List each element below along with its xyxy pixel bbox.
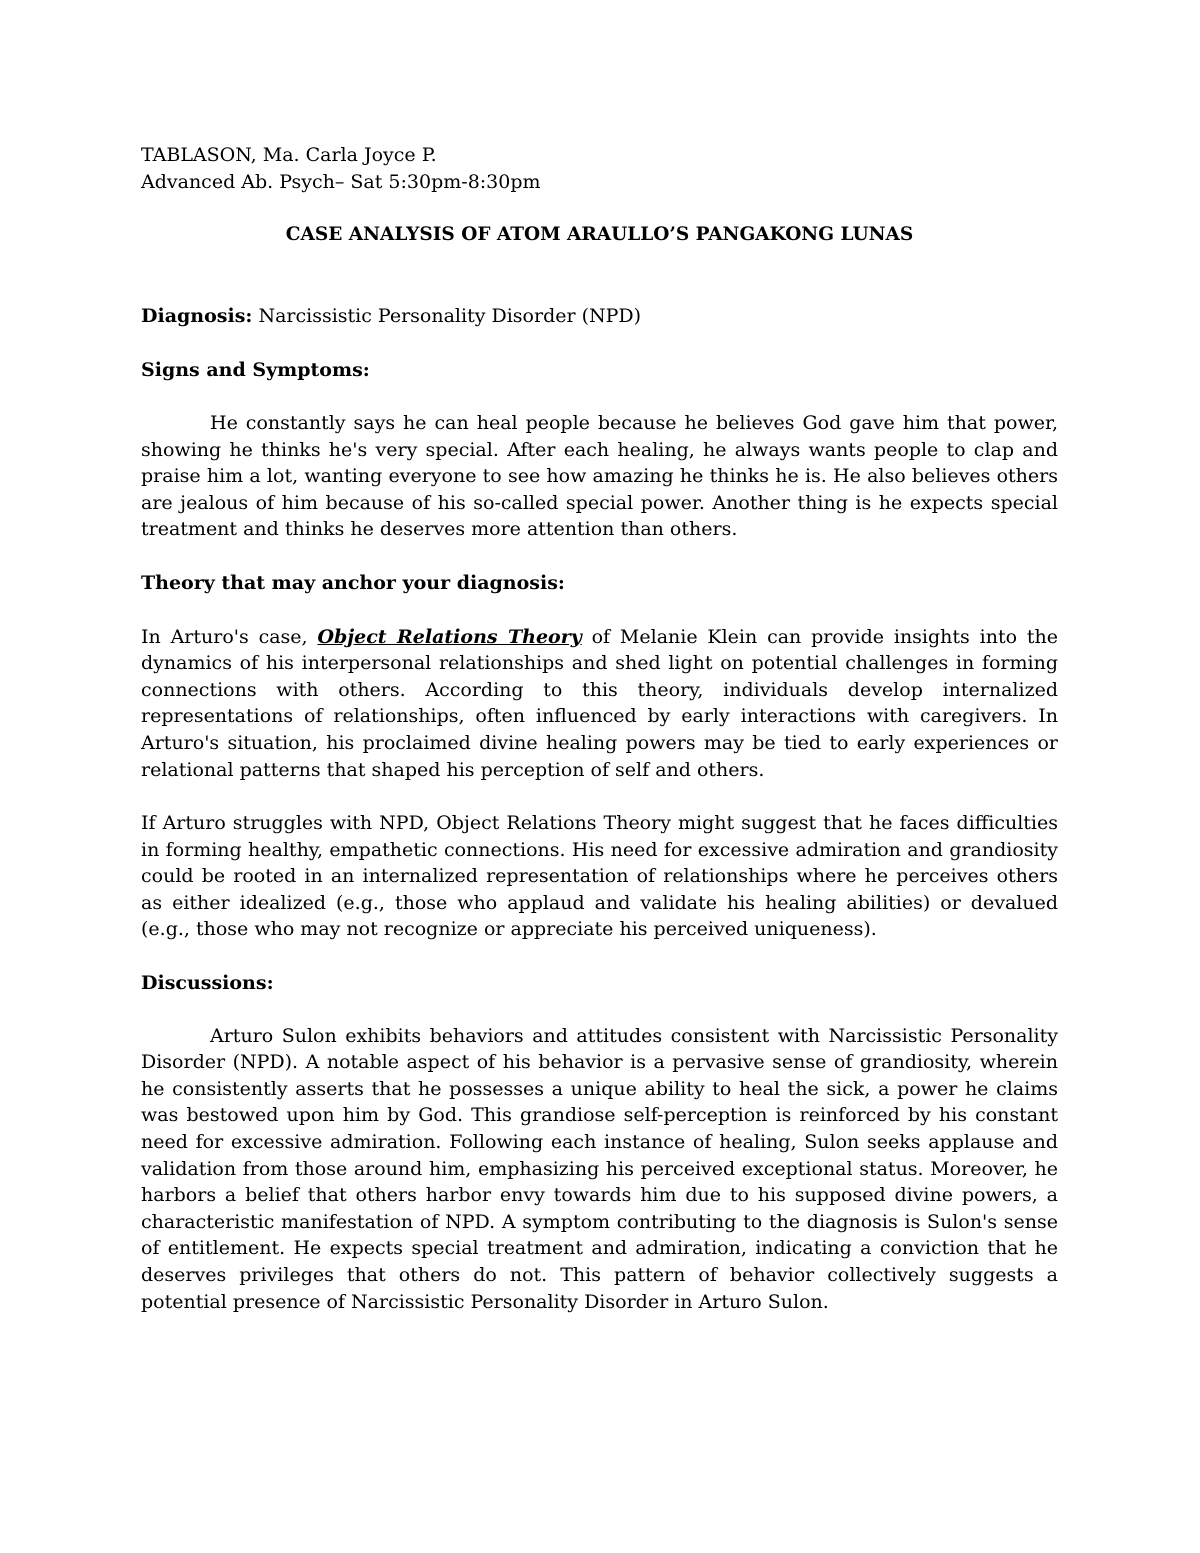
theory-name: Object Relations Theory	[317, 625, 582, 648]
diagnosis-label: Diagnosis:	[141, 304, 253, 327]
theory-paragraph-2: If Arturo struggles with NPD, Object Relations Theory might suggest that he faces difficulties in forming healthy, empathetic connections. His need for excessive admiration and grandiosity could be rooted in an internalized representation of relationships where he perceives others as either idealized (e.g., those who applaud and validate his healing abilities) or devalued (e.g., those who may not recognize or appreciate his perceived uniqueness).	[141, 812, 1058, 941]
document-title: CASE ANALYSIS OF ATOM ARAULLO’S PANGAKONG LUNAS	[285, 224, 914, 246]
author-name: TABLASON, Ma. Carla Joyce P.	[141, 144, 437, 166]
theory-heading: Theory that may anchor your diagnosis:	[141, 571, 565, 594]
signs-paragraph: He constantly says he can heal people because he believes God gave him that power, showing he thinks he's very special. After each healing, he always wants people to clap and praise him a lot, wanting everyone to see how amazing he thinks he is. He also believes others are jealous of him because of his so-called special power. Another thing is he expects special treatment and thinks he deserves more attention than others.	[141, 411, 1058, 541]
signs-heading: Signs and Symptoms:	[141, 359, 370, 382]
theory-paragraph-1	[141, 624, 1058, 784]
diagnosis-value: Narcissistic Personality Disorder (NPD)	[252, 304, 642, 327]
document-content	[141, 142, 1058, 1315]
theory-p1-rest: of Melanie Klein can provide insights into the dynamics of his interpersonal relationships and shed light on potential challenges in forming connections with others. According to this theory, individuals develop internalized representations of relationships, often influenced by early interactions with caregivers. In Arturo's situation, his proclaimed divine healing powers may be tied to early experiences or relational patterns that shaped his perception of self and others.	[141, 625, 1058, 781]
diagnosis-line	[141, 303, 1058, 330]
course-info: Advanced Ab. Psych– Sat 5:30pm-8:30pm	[141, 170, 541, 193]
discussions-paragraph: Arturo Sulon exhibits behaviors and attitudes consistent with Narcissistic Personality Disorder (NPD). A notable aspect of his behavior is a pervasive sense of grandiosity, wherein he consistently asserts that he possesses a unique ability to heal the sick, a power he claims was bestowed upon him by God. This grandiose self-perception is reinforced by his constant need for excessive admiration. Following each instance of healing, Sulon seeks applause and validation from those around him, emphasizing his perceived exceptional status. Moreover, he harbors a belief that others harbor envy towards him due to his supposed divine powers, a characteristic manifestation of NPD. A symptom contributing to the diagnosis is Sulon's sense of entitlement. He expects special treatment and admiration, indicating a conviction that he deserves privileges that others do not. This pattern of behavior collectively suggests a potential presence of Narcissistic Personality Disorder in Arturo Sulon.	[141, 1024, 1058, 1313]
theory-p1-intro: In Arturo's case,	[141, 625, 318, 648]
discussions-heading: Discussions:	[141, 972, 274, 995]
